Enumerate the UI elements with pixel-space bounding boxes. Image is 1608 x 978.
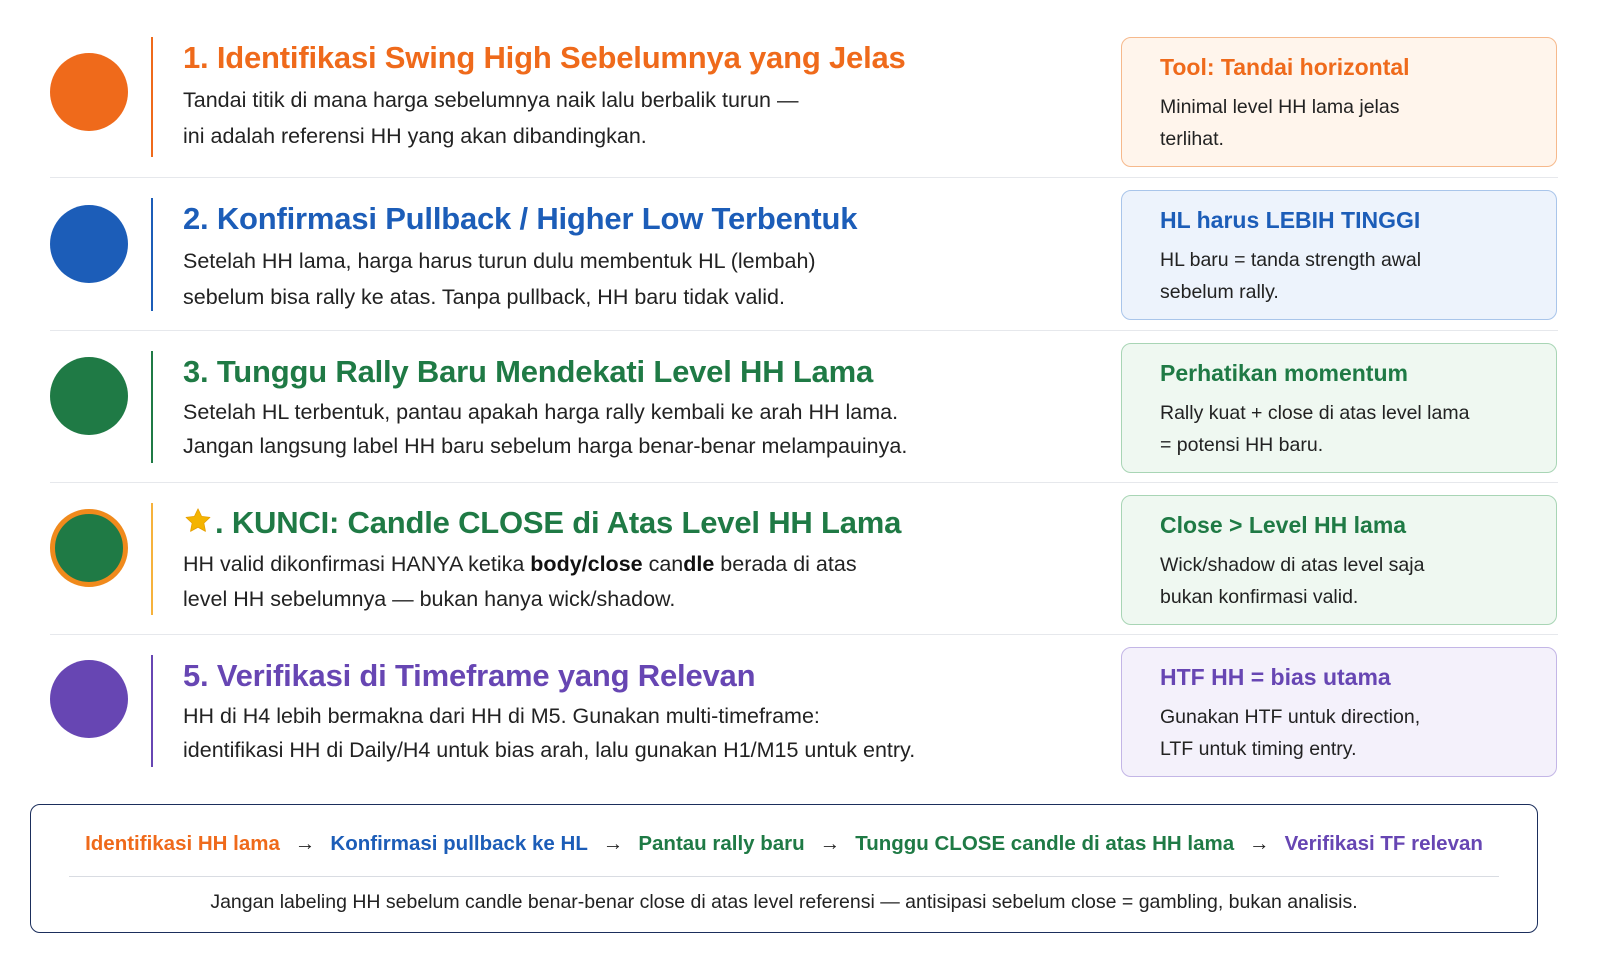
flow-step-4: Tunggu CLOSE candle di atas HH lama (855, 832, 1235, 855)
step-5-tip-body (1160, 701, 1556, 765)
step-2-title: 2. Konfirmasi Pullback / Higher Low Terbentuk (183, 201, 858, 236)
step-3-tip-line-1: Rally kuat + close di atas level lama (1160, 402, 1470, 424)
step-4-tip-body (1160, 549, 1556, 613)
step-1-tip-body (1160, 91, 1556, 155)
summary-box (30, 804, 1538, 933)
step-4-marker (50, 509, 128, 587)
step-5-desc-line-1: HH di H4 lebih bermakna dari HH di M5. Gunakan multi-timeframe: (183, 704, 820, 728)
flow-step-3: Pantau rally baru (638, 832, 805, 855)
step-4-desc-line-1: HH valid dikonfirmasi HANYA ketika body/close candle berada di atas (183, 552, 857, 576)
divider (50, 177, 1558, 178)
step-2-tip-card (1121, 190, 1557, 320)
step-2-tip-body (1160, 244, 1556, 308)
arrow-right-icon: → (294, 832, 316, 855)
step-2-desc-line-2: sebelum bisa rally ke atas. Tanpa pullback, HH baru tidak valid. (183, 285, 785, 309)
step-5-tip-card (1121, 647, 1557, 777)
step-1-desc-line-1: Tandai titik di mana harga sebelumnya naik lalu berbalik turun — (183, 88, 799, 112)
step-1 (50, 37, 1558, 193)
step-2-description (183, 243, 816, 315)
step-5 (50, 647, 1558, 803)
step-5-tip-line-1: Gunakan HTF untuk direction, (1160, 706, 1421, 728)
step-3-tip-line-2: = potensi HH baru. (1160, 434, 1324, 456)
step-2-marker (50, 205, 128, 283)
step-4-description (183, 547, 857, 617)
step-1-accent-line (151, 37, 153, 157)
step-2 (50, 190, 1558, 346)
step-2-tip-line-2: sebelum rally. (1160, 281, 1279, 303)
summary-divider (69, 876, 1499, 877)
step-2-tip-line-1: HL baru = tanda strength awal (1160, 249, 1422, 271)
step-1-description (183, 82, 798, 154)
step-1-marker (50, 53, 128, 131)
step-3-desc-line-1: Setelah HL terbentuk, pantau apakah harga rally kembali ke arah HH lama. (183, 400, 899, 424)
step-4-desc-line-2: level HH sebelumnya — bukan hanya wick/shadow. (183, 587, 676, 611)
step-3-description (183, 395, 907, 463)
step-3-tip-card (1121, 343, 1557, 473)
step-2-tip-title: HL harus LEBIH TINGGI (1160, 207, 1421, 233)
step-4-tip-title: Close > Level HH lama (1160, 512, 1407, 538)
flow-step-1: Identifikasi HH lama (85, 832, 280, 855)
step-5-tip-line-2: LTF untuk timing entry. (1160, 738, 1357, 760)
summary-note: Jangan labeling HH sebelum candle benar-benar close di atas level referensi — antisipasi sebelum close = gambling, bukan analisis. (210, 891, 1358, 913)
step-5-title: 5. Verifikasi di Timeframe yang Relevan (183, 658, 756, 693)
step-1-tip-card (1121, 37, 1557, 167)
step-4-accent-line (151, 503, 153, 615)
divider (50, 634, 1558, 635)
emphasis-dle: dle (683, 552, 715, 576)
step-5-desc-line-2: identifikasi HH di Daily/H4 untuk bias arah, lalu gunakan H1/M15 untuk entry. (183, 738, 916, 762)
step-3-desc-line-2: Jangan langsung label HH baru sebelum harga benar-benar melampauinya. (183, 434, 908, 458)
step-3-accent-line (151, 351, 153, 463)
step-2-desc-line-1: Setelah HH lama, harga harus turun dulu membentuk HL (lembah) (183, 249, 816, 273)
step-4-tip-line-2: bukan konfirmasi valid. (1160, 586, 1359, 608)
step-1-desc-line-2: ini adalah referensi HH yang akan dibandingkan. (183, 124, 647, 148)
step-1-tip-line-1: Minimal level HH lama jelas (1160, 96, 1400, 118)
step-5-accent-line (151, 655, 153, 767)
step-4-title (183, 505, 901, 541)
summary-flow (31, 832, 1537, 856)
arrow-right-icon: → (602, 832, 624, 855)
step-4-key (50, 495, 1558, 651)
star-icon (183, 506, 213, 536)
step-3-tip-body (1160, 397, 1556, 461)
flow-step-5: Verifikasi TF relevan (1284, 832, 1483, 855)
step-4-tip-card (1121, 495, 1557, 625)
step-1-tip-title: Tool: Tandai horizontal (1160, 54, 1410, 80)
arrow-right-icon: → (819, 832, 841, 855)
divider (50, 330, 1558, 331)
step-5-marker (50, 660, 128, 738)
step-5-tip-title: HTF HH = bias utama (1160, 664, 1391, 690)
divider (50, 482, 1558, 483)
emphasis-body-close: body/close (530, 552, 643, 576)
step-4-tip-line-1: Wick/shadow di atas level saja (1160, 554, 1425, 576)
step-3-tip-title: Perhatikan momentum (1160, 360, 1408, 386)
step-1-tip-line-2: terlihat. (1160, 128, 1224, 150)
flow-step-2: Konfirmasi pullback ke HL (330, 832, 588, 855)
arrow-right-icon: → (1249, 832, 1270, 855)
step-3-title: 3. Tunggu Rally Baru Mendekati Level HH Lama (183, 354, 874, 389)
step-2-accent-line (151, 198, 153, 311)
step-3 (50, 343, 1558, 499)
step-5-description (183, 699, 915, 767)
step-4-title-text: . KUNCI: Candle CLOSE di Atas Level HH Lama (215, 505, 902, 540)
step-1-title: 1. Identifikasi Swing High Sebelumnya yang Jelas (183, 40, 906, 75)
step-3-marker (50, 357, 128, 435)
